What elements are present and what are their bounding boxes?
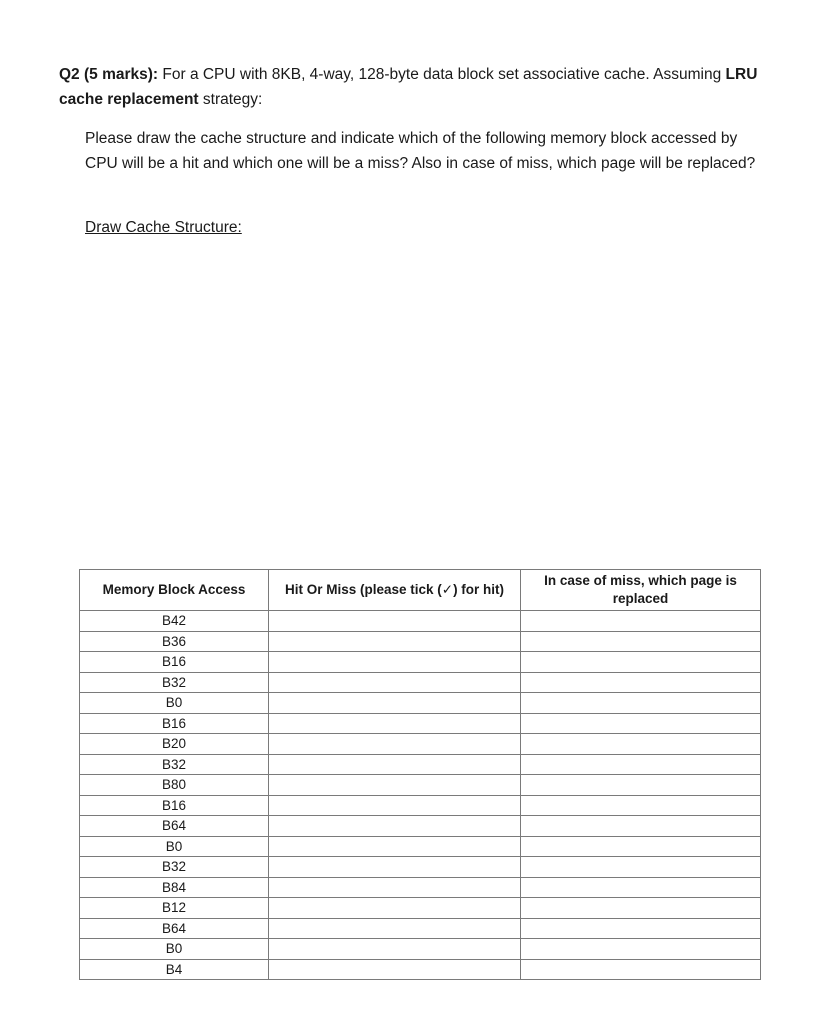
question-statement	[59, 62, 779, 112]
page-replaced-cell[interactable]	[521, 795, 761, 816]
hit-or-miss-cell[interactable]	[269, 898, 521, 919]
page-replaced-cell[interactable]	[521, 816, 761, 837]
cache-drawing-area[interactable]	[85, 245, 765, 560]
page-replaced-cell[interactable]	[521, 775, 761, 796]
page-replaced-cell[interactable]	[521, 898, 761, 919]
page-replaced-cell[interactable]	[521, 652, 761, 673]
memory-block-cell: B80	[80, 775, 269, 796]
instructions-paragraph: Please draw the cache structure and indicate which of the following memory block accessed by CPU will be a hit and which one will be a miss? Also in case of miss, which page will be replaced?	[85, 130, 756, 172]
page-replaced-cell[interactable]	[521, 836, 761, 857]
question-text-part2: strategy:	[198, 91, 263, 108]
header-page-replaced: In case of miss, which page is replaced	[521, 570, 761, 611]
memory-block-cell: B36	[80, 631, 269, 652]
memory-block-cell: B32	[80, 857, 269, 878]
memory-block-cell: B84	[80, 877, 269, 898]
memory-access-table	[79, 569, 761, 980]
page-replaced-cell[interactable]	[521, 857, 761, 878]
table-row	[80, 652, 761, 673]
memory-block-cell: B0	[80, 836, 269, 857]
header-hit-or-miss: Hit Or Miss (please tick (✓) for hit)	[269, 570, 521, 611]
table-row	[80, 877, 761, 898]
table-row	[80, 713, 761, 734]
hit-or-miss-cell[interactable]	[269, 672, 521, 693]
table-row	[80, 775, 761, 796]
memory-block-cell: B64	[80, 918, 269, 939]
replacement-strategy: LRU cache replacement	[59, 66, 758, 108]
memory-block-cell: B0	[80, 693, 269, 714]
table-row	[80, 959, 761, 980]
header-memory-block-access: Memory Block Access	[80, 570, 269, 611]
table-header-row	[80, 570, 761, 611]
table-row	[80, 939, 761, 960]
table-row	[80, 693, 761, 714]
hit-or-miss-cell[interactable]	[269, 918, 521, 939]
page-replaced-cell[interactable]	[521, 693, 761, 714]
table-body	[80, 611, 761, 980]
hit-or-miss-cell[interactable]	[269, 611, 521, 632]
page-replaced-cell[interactable]	[521, 672, 761, 693]
hit-or-miss-cell[interactable]	[269, 816, 521, 837]
memory-block-cell: B0	[80, 939, 269, 960]
memory-block-cell: B32	[80, 672, 269, 693]
table-row	[80, 734, 761, 755]
hit-or-miss-cell[interactable]	[269, 693, 521, 714]
hit-or-miss-cell[interactable]	[269, 754, 521, 775]
table-row	[80, 918, 761, 939]
table-row	[80, 816, 761, 837]
memory-block-cell: B64	[80, 816, 269, 837]
hit-or-miss-cell[interactable]	[269, 775, 521, 796]
hit-or-miss-cell[interactable]	[269, 836, 521, 857]
table-row	[80, 857, 761, 878]
page-replaced-cell[interactable]	[521, 631, 761, 652]
table-row	[80, 836, 761, 857]
hit-or-miss-cell[interactable]	[269, 734, 521, 755]
page-replaced-cell[interactable]	[521, 877, 761, 898]
page-replaced-cell[interactable]	[521, 754, 761, 775]
hit-or-miss-cell[interactable]	[269, 939, 521, 960]
memory-block-cell: B16	[80, 795, 269, 816]
memory-block-cell: B20	[80, 734, 269, 755]
page-replaced-cell[interactable]	[521, 959, 761, 980]
memory-block-cell: B12	[80, 898, 269, 919]
page-replaced-cell[interactable]	[521, 611, 761, 632]
memory-block-cell: B42	[80, 611, 269, 632]
hit-or-miss-cell[interactable]	[269, 857, 521, 878]
hit-or-miss-cell[interactable]	[269, 877, 521, 898]
hit-or-miss-cell[interactable]	[269, 795, 521, 816]
page-replaced-cell[interactable]	[521, 734, 761, 755]
memory-block-cell: B32	[80, 754, 269, 775]
table-row	[80, 754, 761, 775]
question-text-part1: For a CPU with 8KB, 4-way, 128-byte data block set associative cache. Assuming	[158, 66, 726, 83]
table-row	[80, 611, 761, 632]
question-label: Q2 (5 marks):	[59, 66, 159, 83]
page-replaced-cell[interactable]	[521, 713, 761, 734]
memory-block-cell: B4	[80, 959, 269, 980]
hit-or-miss-cell[interactable]	[269, 631, 521, 652]
page-replaced-cell[interactable]	[521, 939, 761, 960]
memory-block-cell: B16	[80, 652, 269, 673]
table-row	[80, 672, 761, 693]
table-row	[80, 898, 761, 919]
draw-cache-heading: Draw Cache Structure:	[85, 219, 242, 236]
hit-or-miss-cell[interactable]	[269, 652, 521, 673]
hit-or-miss-cell[interactable]	[269, 713, 521, 734]
memory-block-cell: B16	[80, 713, 269, 734]
table-row	[80, 631, 761, 652]
table-row	[80, 795, 761, 816]
page-replaced-cell[interactable]	[521, 918, 761, 939]
hit-or-miss-cell[interactable]	[269, 959, 521, 980]
